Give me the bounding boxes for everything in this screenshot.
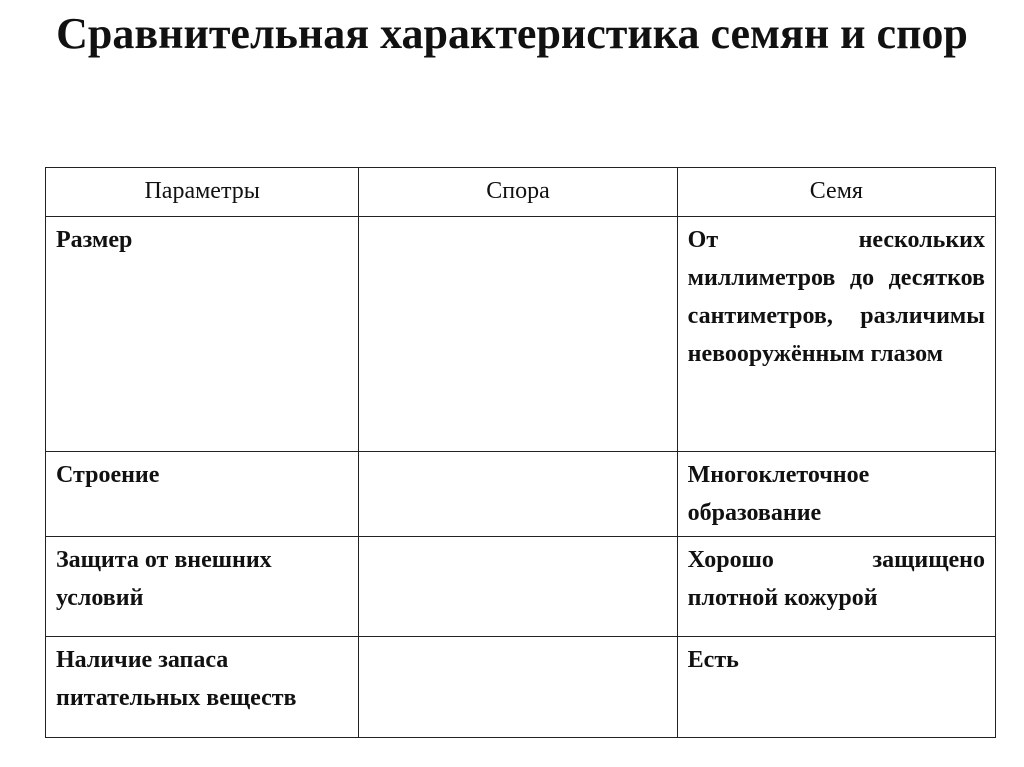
table-header-row [46,168,996,217]
table-row [46,537,996,637]
table-row [46,452,996,537]
param-cell: Наличие запаса питательных веществ [46,637,359,738]
spore-cell [359,537,677,637]
table-row [46,217,996,452]
spore-cell [359,452,677,537]
seed-cell: От нескольких миллиметров до десятков сантиметров, различимы невооружённым глазом [677,217,995,452]
param-cell: Размер [46,217,359,452]
spore-cell [359,217,677,452]
header-parameters: Параметры [46,168,359,217]
seed-cell: Многоклеточное образование [677,452,995,537]
table-row [46,637,996,738]
seed-cell: Есть [677,637,995,738]
header-spore: Спора [359,168,677,217]
spore-cell [359,637,677,738]
page-title: Сравнительная характеристика семян и спор [56,9,968,58]
param-cell: Защита от внешних условий [46,537,359,637]
param-cell: Строение [46,452,359,537]
seed-cell: Хорошо защищено плотной кожурой [677,537,995,637]
comparison-table [45,167,996,738]
header-seed: Семя [677,168,995,217]
